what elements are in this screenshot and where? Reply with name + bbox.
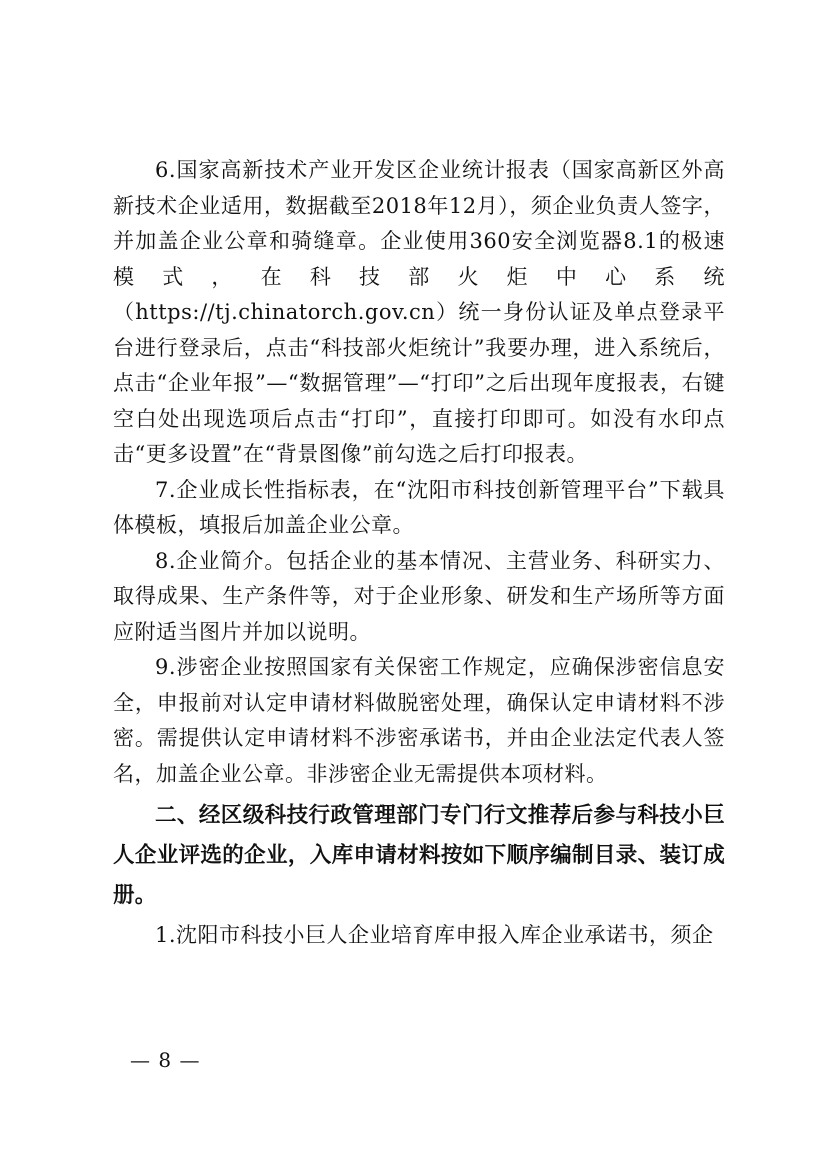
paragraph-item-8: 8.企业简介。包括企业的基本情况、主营业务、科研实力、取得成果、生产条件等，对于企业形象、研发和生产场所等方面应附适当图片并加以说明。	[113, 548, 725, 644]
document-body	[113, 153, 725, 954]
paragraph-item-6: 6.国家高新技术产业开发区企业统计报表（国家高新区外高新技术企业适用，数据截至2018年12月），须企业负责人签字，并加盖企业公章和骑缝章。企业使用360安全浏览器8.1的极速模式，在科技部火炬中心系统（https://tj.chinatorch.gov.cn）统一身份认证及单点登录平台进行登录后，点击“科技部火炬统计”我要办理，进入系统后，点击“企业年报”—“数据管理”—“打印”之后出现年度报表，右键空白处出现选项后点击“打印”，直接打印即可。如没有水印点击“更多设置”在“背景图像”前勾选之后打印报表。	[113, 158, 725, 466]
paragraph-item-9: 9.涉密企业按照国家有关保密工作规定，应确保涉密信息安全，申报前对认定申请材料做脱密处理，确保认定申请材料不涉密。需提供认定申请材料不涉密承诺书，并由企业法定代表人签名，加盖企业公章。非涉密企业无需提供本项材料。	[113, 655, 725, 786]
section-heading: 二、经区级科技行政管理部门专门行文推荐后参与科技小巨人企业评选的企业，入库申请材料按如下顺序编制目录、装订成册。	[113, 803, 725, 908]
paragraph-item-1: 1.沈阳市科技小巨人企业培育库申报入库企业承诺书，须企	[155, 923, 714, 947]
paragraph-item-7: 7.企业成长性指标表，在“沈阳市科技创新管理平台”下载具体模板，填报后加盖企业公章。	[113, 477, 725, 537]
page-number: — 8 —	[130, 1048, 201, 1072]
